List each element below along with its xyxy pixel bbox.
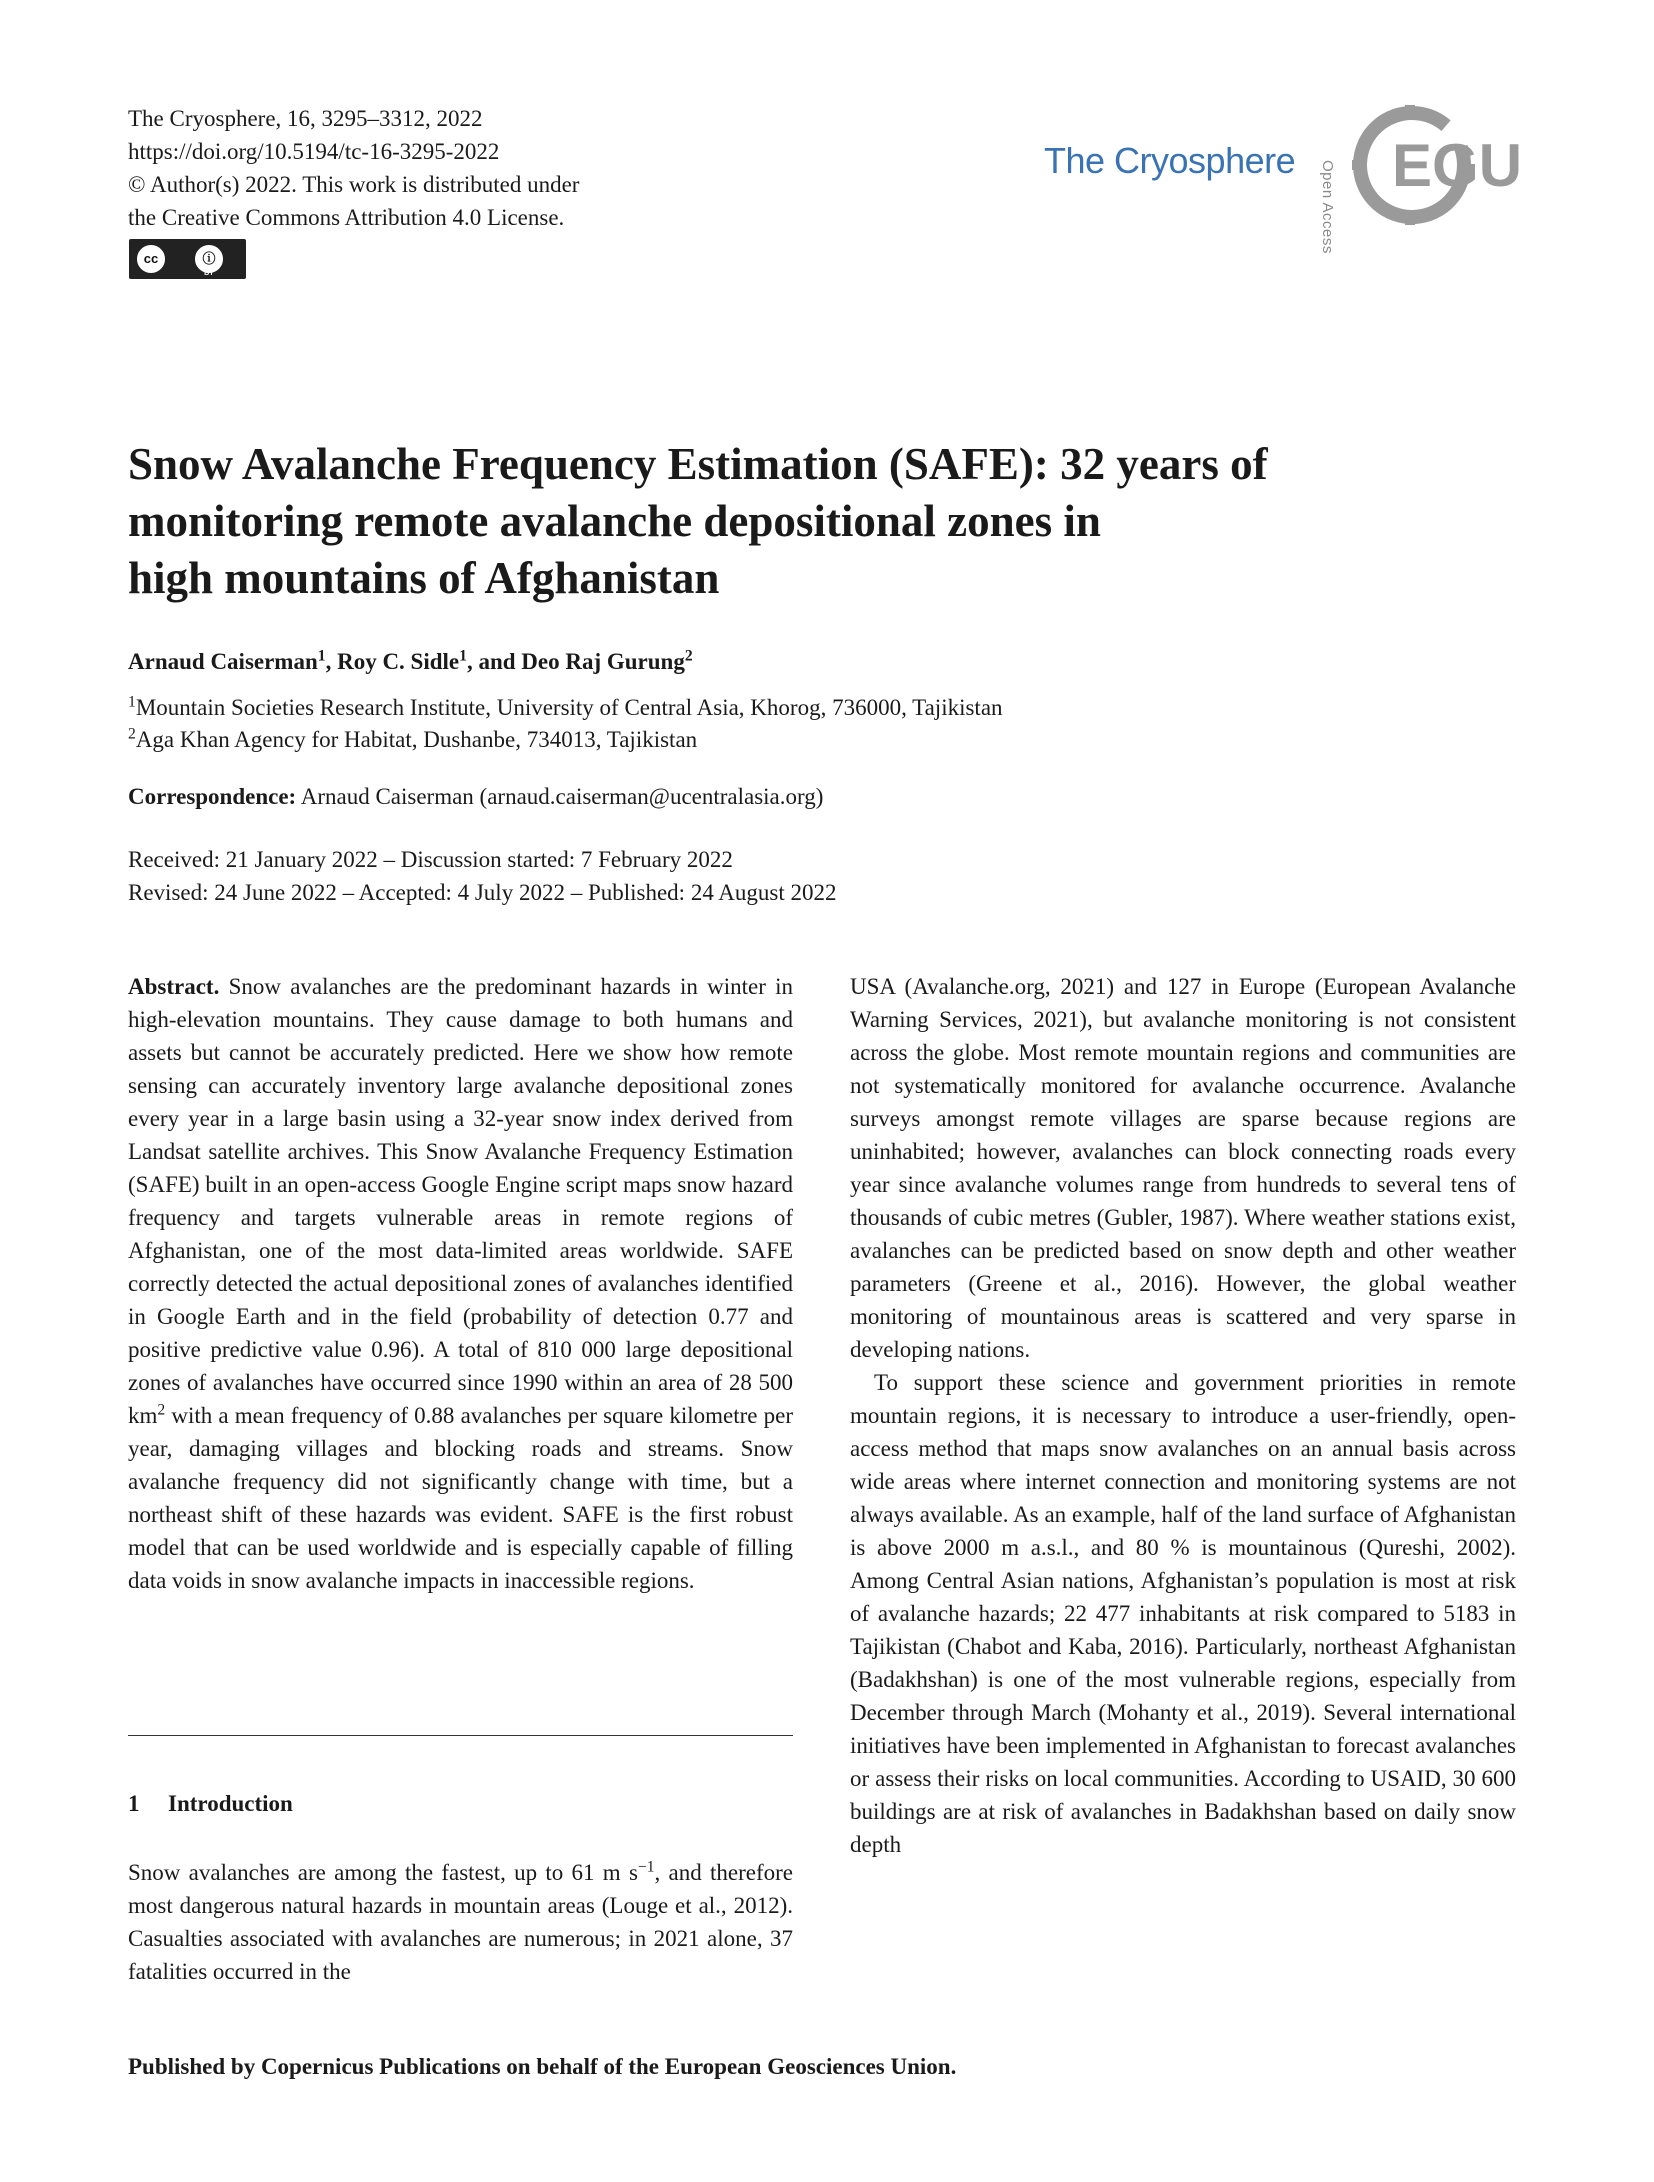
title-line: high mountains of Afghanistan (128, 553, 720, 603)
section-number: 1 (128, 1791, 140, 1816)
abstract (128, 970, 793, 1597)
affiliation-marker: 1 (459, 647, 467, 665)
affiliation-item (128, 692, 1003, 724)
publication-history (128, 843, 837, 909)
title-line: Snow Avalanche Frequency Estimation (SAFE): 32 years of (128, 439, 1268, 489)
abstract-text: Snow avalanches are the predominant hazards in winter in high-elevation mountains. They cause damage to both humans and assets but cannot be accurately predicted. Here we show how remote sensing can accurately inventory large avalanche depositional zones every year in a large basin using a 32-year snow index derived from Landsat satellite archives. This Snow Avalanche Frequency Estimation (SAFE) built in an open-access Google Engine script maps snow hazard frequency and targets vulnerable areas in remote regions of Afghanistan, one of the most data-limited areas worldwide. SAFE correctly detected the actual depositional zones of avalanches identified in Google Earth and in the field (probability of detection 0.77 and positive predictive value 0.96). A total of 810 000 large depositional zones of avalanches have occurred since 1990 within an area of 28 500 km (128, 974, 793, 1428)
journal-logo-text: The Cryosphere (1044, 140, 1296, 181)
right-column (850, 970, 1516, 1861)
left-column (128, 970, 793, 1597)
abstract-divider (128, 1735, 793, 1736)
title-line: monitoring remote avalanche depositional zones in (128, 496, 1101, 546)
author-separator: , (325, 649, 338, 674)
article-title (128, 436, 1428, 607)
affiliation-number: 2 (128, 725, 136, 743)
affiliation-text: Aga Khan Agency for Habitat, Dushanbe, 734013, Tajikistan (135, 727, 698, 752)
affiliation-marker: 2 (684, 647, 693, 665)
egu-logo-icon (1352, 100, 1527, 230)
introduction-paragraph (128, 1856, 793, 1988)
doi-link[interactable]: https://doi.org/10.5194/tc-16-3295-2022 (128, 139, 500, 164)
cc-icon: cc (135, 243, 167, 275)
body-paragraph: To support these science and government priorities in remote mountain regions, it is necessary to introduce a user-friendly, open-access method that maps snow avalanches on an annual basis across wide areas where internet connection and monitoring systems are not always available. As an example, half of the land surface of Afghanistan is above 2000 m a.s.l., and 80 % is mountainous (Qureshi, 2002). Among Central Asian nations, Afghanistan’s population is most at risk of avalanche hazards; 22 477 inhabitants at risk compared to 5183 in Tajikistan (Chabot and Kaba, 2016). Particularly, northeast Afghanistan (Badakhshan) is one of the most vulnerable regions, especially from December through March (Mohanty et al., 2019). Several international initiatives have been implemented in Afghanistan to forecast avalanches or assess their risks on local communities. According to USAID, 30 600 buildings are at risk of avalanches in Badakhshan based on daily snow depth (850, 1370, 1516, 1857)
author-list (128, 649, 693, 675)
section-title: Introduction (168, 1791, 293, 1816)
section-heading-introduction (128, 1791, 293, 1817)
correspondence (128, 784, 823, 810)
affiliation-marker: 1 (317, 647, 326, 665)
author-name: Roy C. Sidle (337, 649, 460, 674)
affiliation-number: 1 (128, 693, 136, 711)
superscript: 2 (157, 1401, 166, 1419)
author-name: Deo Raj Gurung (521, 649, 685, 674)
affiliations (128, 692, 1003, 756)
body-text: , and therefore most dangerous natural hazards in mountain areas (Louge et al., 2012). Casualties associated with avalanches are numerous; in 2021 alone, 37 fatalities occurred in the (128, 1860, 794, 1984)
author-separator: , and (466, 649, 522, 674)
copyright-notice: © Author(s) 2022. This work is distributed under (128, 172, 580, 197)
affiliation-item (128, 724, 1003, 756)
author-name: Arnaud Caiserman (128, 649, 318, 674)
superscript: −1 (637, 1858, 655, 1876)
journal-citation: The Cryosphere, 16, 3295–3312, 2022 (128, 106, 483, 131)
article-metadata (128, 102, 579, 234)
attribution-person-icon: ⓘ (193, 243, 225, 275)
cc-by-license-badge[interactable] (129, 239, 246, 279)
publisher-footer: Published by Copernicus Publications on behalf of the European Geosciences Union. (128, 2054, 957, 2079)
egu-logo-text: EGU (1392, 132, 1523, 199)
open-access-label: Open Access (1319, 160, 1336, 254)
revision-dates: Revised: 24 June 2022 – Accepted: 4 July 2022 – Published: 24 August 2022 (128, 880, 837, 905)
correspondence-label: Correspondence: (128, 784, 297, 809)
by-label: BY (204, 270, 214, 277)
received-dates: Received: 21 January 2022 – Discussion started: 7 February 2022 (128, 847, 733, 872)
correspondence-contact[interactable]: Arnaud Caiserman (arnaud.caiserman@ucentralasia.org) (296, 784, 824, 809)
body-paragraph: USA (Avalanche.org, 2021) and 127 in Europe (European Avalanche Warning Services, 2021), but avalanche monitoring is not consistent across the globe. Most remote mountain regions and communities are not systematically monitored for avalanche occurrence. Avalanche surveys amongst remote villages are sparse because regions are uninhabited; however, avalanches can block connecting roads every year since avalanche volumes range from hundreds to several tens of thousands of cubic metres (Gubler, 1987). Where weather stations exist, avalanches can be predicted based on snow depth and other weather parameters (Greene et al., 2016). However, the global weather monitoring of mountainous areas is scattered and very sparse in developing nations. (850, 974, 1516, 1362)
body-text: Snow avalanches are among the fastest, up to 61 m s (128, 1860, 638, 1885)
abstract-text: with a mean frequency of 0.88 avalanches per square kilometre per year, damaging villages and blocking roads and streams. Snow avalanche frequency did not significantly change with time, but a northeast shift of these hazards was evident. SAFE is the first robust model that can be used worldwide and is especially capable of filling data voids in snow avalanche impacts in inaccessible regions. (128, 1403, 793, 1593)
abstract-label: Abstract. (128, 974, 220, 999)
license-notice: the Creative Commons Attribution 4.0 License. (128, 205, 565, 230)
affiliation-text: Mountain Societies Research Institute, University of Central Asia, Khorog, 736000, Tajikistan (135, 695, 1003, 720)
